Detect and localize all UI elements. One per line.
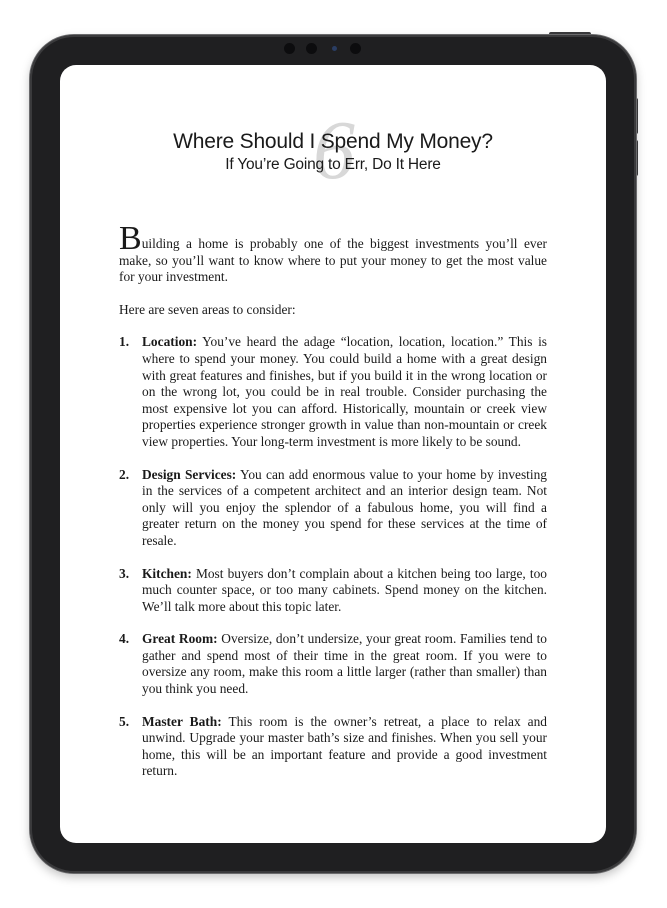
- chapter-number: 6: [313, 104, 355, 197]
- item-number: 5.: [119, 713, 130, 729]
- item-heading: Great Room:: [142, 631, 218, 647]
- list-item: [119, 467, 547, 550]
- item-text: Most buyers don’t complain about a kitchen being too large, too much counter space, or too many cabinets. Spend money on the kitchen. We’ll talk more about this topic later.: [142, 565, 547, 614]
- page-subtitle: If You’re Going to Err, Do It Here: [225, 156, 441, 173]
- camera-icon: [350, 43, 361, 54]
- lead-in-paragraph: Here are seven areas to consider:: [119, 301, 296, 317]
- item-number: 3.: [119, 565, 130, 581]
- drop-cap: B: [119, 220, 142, 257]
- list-item: [119, 631, 547, 697]
- title-block: [60, 129, 606, 175]
- intro-text: uilding a home is probably one of the biggest investments you’ll ever make, so you’ll want to know where to put your money to get the most value for your investment.: [119, 236, 547, 285]
- item-text: Oversize, don’t undersize, your great room. Families tend to gather and spend most of their time in the great room. If you were to oversize any room, make this room a little larger (rather than smaller) than you think you need.: [142, 631, 547, 697]
- sensor-icon: [306, 43, 317, 54]
- item-text: You can add enormous value to your home by investing in the services of a competent architect and an interior design team. Not only will you enjoy the splendor of a fabulous home, you will find a greater return on the money you spend for these services at the time of resale.: [142, 466, 547, 548]
- sensor-icon: [284, 43, 295, 54]
- camera-sensor-bar: [276, 41, 390, 55]
- tablet-screen[interactable]: [60, 65, 606, 843]
- intro-paragraph: [119, 220, 547, 286]
- item-heading: Design Services:: [142, 466, 237, 482]
- list-item: [119, 566, 547, 616]
- item-heading: Location:: [142, 334, 198, 350]
- item-number: 4.: [119, 631, 130, 647]
- page-title: Where Should I Spend My Money?: [173, 130, 493, 153]
- item-text: This room is the owner’s retreat, a place to relax and unwind. Upgrade your master bath’s size and finishes. When you sell your home, this will be an important feature and provide a good investment return.: [142, 713, 548, 779]
- item-text: You’ve heard the adage “location, location, location.” This is where to spend your money. You could build a home with a great design with great features and finishes, but if you build it in the wrong location or on the wrong lot, you could be in real trouble. Consider purchasing the most expensive lot you can afford. Historically, mountain or creek view properties experience stronger growth in value than non-mountain or creek view properties. Your long-term investment is more likely to be sound.: [142, 334, 547, 449]
- document-body: [119, 220, 548, 796]
- numbered-list: [119, 334, 547, 780]
- item-number: 2.: [119, 466, 130, 482]
- item-number: 1.: [119, 334, 130, 350]
- tablet-frame: [30, 35, 636, 873]
- list-item: [119, 334, 547, 450]
- camera-indicator-icon: [332, 46, 337, 51]
- item-heading: Kitchen:: [142, 565, 192, 581]
- list-item: [119, 714, 547, 780]
- item-heading: Master Bath:: [142, 713, 222, 729]
